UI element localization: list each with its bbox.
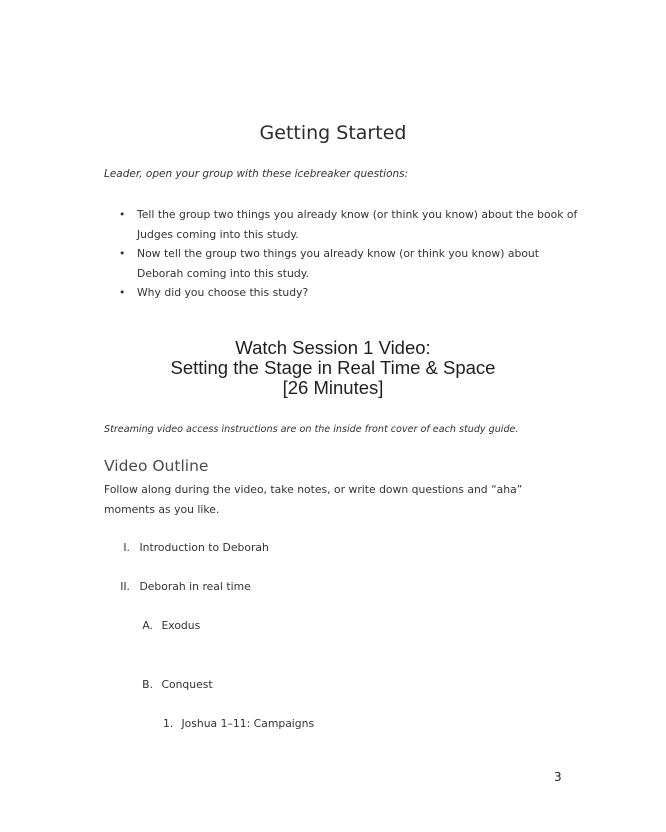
leader-note: Leader, open your group with these icebreaker questions: xyxy=(104,168,409,180)
outline-marker: A. xyxy=(142,619,153,632)
outline-intro: Follow along during the video, take notes, or write down questions and “aha” moments as you like. xyxy=(104,483,523,516)
outline-text: Exodus xyxy=(161,619,201,632)
outline-marker: B. xyxy=(142,678,153,691)
icebreaker-item: • Tell the group two things you already know (or think you know) about the book of Judges coming into this study. xyxy=(118,205,578,244)
page-title: Getting Started xyxy=(259,122,407,144)
streaming-note: Streaming video access instructions are on the inside front cover of each study guide. xyxy=(104,424,519,435)
page-number: 3 xyxy=(554,770,562,784)
outline-item xyxy=(118,541,269,554)
outline-item xyxy=(141,678,213,691)
outline-text: Conquest xyxy=(161,678,213,691)
outline-title: Video Outline xyxy=(104,457,209,475)
icebreaker-item: • Now tell the group two things you already know (or think you know) about Deborah coming into this study. xyxy=(118,244,578,283)
outline-marker: 1. xyxy=(163,717,174,730)
outline-text: Deborah in real time xyxy=(139,580,251,593)
outline-item xyxy=(118,580,251,593)
outline-item xyxy=(163,717,314,730)
video-heading-line: Watch Session 1 Video: xyxy=(235,337,431,358)
outline-text: Joshua 1–11: Campaigns xyxy=(181,717,315,730)
outline-text: Introduction to Deborah xyxy=(139,541,269,554)
outline-marker: I. xyxy=(123,541,130,554)
video-heading-line: [26 Minutes] xyxy=(282,377,384,398)
icebreaker-list xyxy=(118,205,578,303)
video-heading xyxy=(0,338,666,398)
outline-marker: II. xyxy=(120,580,130,593)
outline-item xyxy=(141,619,200,632)
video-heading-line: Setting the Stage in Real Time & Space xyxy=(170,357,496,378)
icebreaker-item: • Why did you choose this study? xyxy=(118,283,578,303)
